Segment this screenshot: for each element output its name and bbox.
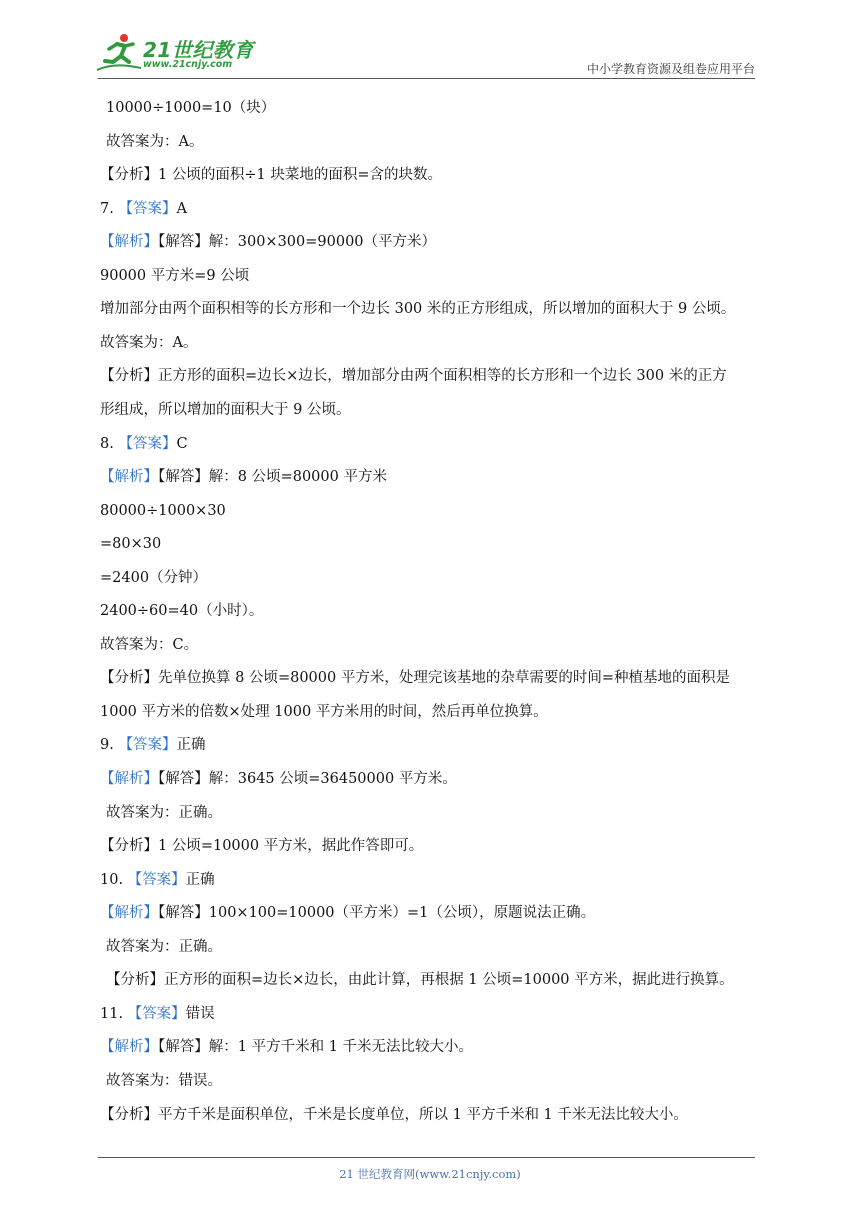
logo-text: 21世纪教育 [143,38,254,62]
answer-tag: 【答案】 [118,435,177,452]
line-text: 【解答】解：8 公顷=80000 平方米 [158,469,387,486]
text-line [100,568,207,588]
text-line [106,132,203,152]
text-line [106,803,222,823]
line-text: 【解答】100×100=10000（平方米）=1（公顷），原题说法正确。 [158,905,596,922]
line-text: 故答案为：C。 [100,636,199,653]
text-line [100,501,226,521]
text-line [100,232,436,252]
answer-tag: 【答案】 [118,737,177,754]
answer-tag: 【解析】 [100,469,158,486]
line-text: =80×30 [100,536,162,553]
line-text: 【解答】解：1 平方千米和 1 千米无法比较大小。 [158,1039,474,1056]
text-line [100,199,187,219]
text-line [100,836,423,856]
text-line [100,769,457,789]
line-text: 故答案为：A。 [106,133,204,150]
answer-tag: 【解析】 [100,905,158,922]
line-text: 2400÷60=40（小时）。 [100,603,264,620]
header-platform-title: 中小学教育资源及组卷应用平台 [586,62,755,76]
answer-tag: 【解析】 [100,771,158,787]
page-header [0,0,860,80]
runner-logo-icon [95,32,143,76]
line-text: 形组成，所以增加的面积大于 9 公顷。 [100,401,351,418]
line-text: 10000÷1000=10（块） [106,100,276,116]
text-line [106,1071,222,1091]
footer-divider [98,1157,755,1158]
line-text: 80000÷1000×30 [100,502,226,519]
line-text: 【分析】平方千米是面积单位，千米是长度单位，所以 1 平方千米和 1 千米无法比较大小。 [100,1106,688,1123]
line-text: 增加部分由两个面积相等的长方形和一个边长 300 米的正方形组成，所以增加的面积大于 9 公顷。 [100,301,736,318]
text-line [100,333,197,353]
line-text: 故答案为：正确。 [106,804,222,821]
site-logo [95,32,275,76]
text-line [100,434,188,454]
line-text: 【解答】解：300×300=90000（平方米） [158,234,437,251]
line-text: 【分析】正方形的面积=边长×边长，增加部分由两个面积相等的长方形和一个边长 300 米的正方 [100,368,727,385]
line-text: 【分析】1 公顷的面积÷1 块菜地的面积=含的块数。 [100,167,442,184]
text-line [100,366,727,386]
line-text: 10. [100,871,128,888]
text-line [100,165,442,185]
line-text: A [176,200,187,217]
line-text: 故答案为：错误。 [106,1072,222,1089]
line-text: 【解答】解：3645 公顷=36450000 平方米。 [158,771,457,787]
text-line [100,266,249,286]
line-text: 【分析】先单位换算 8 公顷=80000 平方米，处理完该基地的杂草需要的时间=种植基地的面积是 [100,670,730,687]
line-text: C [176,435,188,452]
line-text: 9. [100,737,119,754]
answer-tag: 【答案】 [127,871,186,888]
line-text: 正确 [185,871,215,888]
text-line [100,1004,215,1024]
answer-tag: 【答案】 [127,1005,186,1022]
line-text: 7. [100,200,119,217]
line-text: 故答案为：A。 [100,334,198,351]
text-line [100,635,198,655]
footer-text: 21 世纪教育网(www.21cnjy.com) [339,1167,521,1181]
text-line [100,467,387,487]
text-line [100,870,215,890]
text-line [100,668,730,688]
line-text: 11. [100,1005,128,1022]
text-line [100,534,161,554]
line-text: 错误 [185,1005,215,1022]
line-text: 90000 平方米=9 公顷 [100,267,250,284]
line-text: 故答案为：正确。 [106,938,222,955]
header-divider [98,78,755,79]
answer-tag: 【答案】 [118,200,177,217]
text-line [100,400,350,420]
line-text: 1000 平方米的倍数×处理 1000 平方米用的时间，然后再单位换算。 [100,703,548,720]
text-line [100,1037,473,1057]
line-text: 8. [100,435,119,452]
text-line [100,299,735,319]
line-text: 【分析】正方形的面积=边长×边长，由此计算，再根据 1 公顷=10000 平方米，据此进行换算。 [106,972,734,989]
text-line [100,601,263,621]
line-text: =2400（分钟） [100,569,208,586]
text-line [106,937,222,957]
text-line [100,903,595,923]
text-line [100,702,548,722]
text-line [106,98,275,118]
text-line [106,970,734,990]
answer-tag: 【解析】 [100,1039,158,1056]
logo-url: www.21cnjy.com [143,59,233,70]
text-line [100,1105,688,1125]
answer-tag: 【解析】 [100,234,158,251]
line-text: 正确 [176,737,206,754]
text-line [100,735,205,755]
line-text: 【分析】1 公顷=10000 平方米，据此作答即可。 [100,838,424,855]
